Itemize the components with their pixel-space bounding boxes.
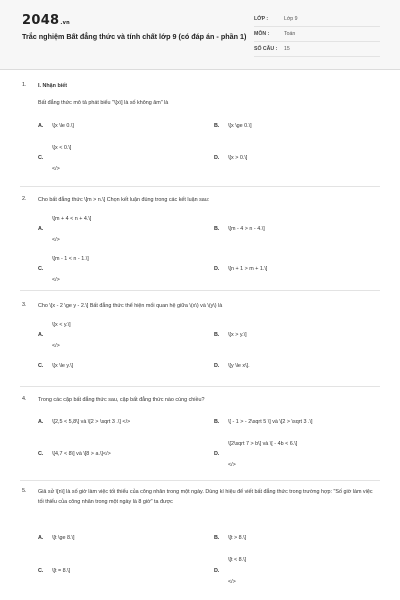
option-letter-a: A. bbox=[38, 332, 44, 338]
option-letter-c: C. bbox=[38, 266, 44, 272]
divider bbox=[20, 186, 380, 187]
divider bbox=[20, 386, 380, 387]
meta-value: 15 bbox=[284, 46, 290, 52]
meta-info-panel bbox=[254, 12, 380, 57]
question-number: 5. bbox=[22, 488, 27, 494]
option-letter-d: D. bbox=[214, 266, 220, 272]
option-c[interactable]: \[x \le y.\] bbox=[52, 363, 74, 369]
meta-row-class bbox=[254, 12, 380, 27]
meta-label: LỚP : bbox=[254, 16, 269, 22]
option-letter-d: D. bbox=[214, 363, 220, 369]
option-letter-a: A. bbox=[38, 123, 44, 129]
site-logo[interactable] bbox=[22, 13, 70, 28]
meta-label: SỐ CÂU : bbox=[254, 46, 278, 52]
meta-value: Lớp 9 bbox=[284, 16, 298, 22]
option-letter-d: D. bbox=[214, 451, 220, 457]
question-3 bbox=[0, 292, 400, 382]
option-letter-a: A. bbox=[38, 535, 44, 541]
question-1 bbox=[0, 70, 400, 188]
question-number: 2. bbox=[22, 196, 27, 202]
meta-value: Toán bbox=[284, 31, 296, 37]
question-number: 3. bbox=[22, 302, 27, 308]
document-header bbox=[0, 0, 400, 70]
question-text: Trong các cặp bất đẳng thức sau, cặp bất đẳng thức nào cùng chiều? bbox=[38, 397, 205, 403]
meta-row-subject bbox=[254, 27, 380, 42]
option-c[interactable]: \[4,7 < 8\] và \[8 > a.\]</> bbox=[52, 451, 111, 457]
question-text: Bất đẳng thức mô tả phát biểu "\[x\] là số không âm" là bbox=[38, 100, 169, 106]
question-4 bbox=[0, 388, 400, 480]
option-letter-d: D. bbox=[214, 155, 220, 161]
option-c-tag: </> bbox=[52, 277, 60, 283]
option-c-tag: </> bbox=[52, 166, 60, 172]
option-letter-c: C. bbox=[38, 363, 44, 369]
option-d-tag: </> bbox=[228, 462, 236, 468]
option-letter-a: A. bbox=[38, 419, 44, 425]
logo-suffix: .vn bbox=[60, 20, 71, 26]
divider bbox=[20, 290, 380, 291]
option-a-tag: </> bbox=[52, 237, 60, 243]
option-letter-b: B. bbox=[214, 419, 220, 425]
question-5 bbox=[0, 482, 400, 600]
option-d[interactable]: \[t < 8.\] bbox=[228, 557, 247, 563]
option-a[interactable]: \[x < y.\] bbox=[52, 322, 71, 328]
option-d[interactable]: \[n + 1 > m + 1.\] bbox=[228, 266, 268, 272]
option-d-tag: </> bbox=[228, 579, 236, 585]
option-d[interactable]: \[x > 0.\] bbox=[228, 155, 248, 161]
option-c[interactable]: \[x < 0.\] bbox=[52, 145, 72, 151]
meta-row-count bbox=[254, 42, 380, 57]
logo-text: 2048 bbox=[22, 13, 60, 28]
question-text: Cho bất đẳng thức \[m > n.\] Chọn kết luận đúng trong các kết luận sau: bbox=[38, 197, 210, 203]
option-letter-b: B. bbox=[214, 226, 220, 232]
option-b[interactable]: \[x > y.\] bbox=[228, 332, 247, 338]
question-number: 4. bbox=[22, 396, 27, 402]
option-b[interactable]: \[ - 1 > - 2\sqrt 5 \] và \[2 > \sqrt 3 .\] bbox=[228, 419, 313, 425]
section-title: I. Nhận biết bbox=[38, 83, 68, 89]
option-c[interactable]: \[m - 1 < n - 1.\] bbox=[52, 256, 89, 262]
questions-list bbox=[0, 70, 400, 600]
option-letter-a: A. bbox=[38, 226, 44, 232]
option-a[interactable]: \[x \le 0.\] bbox=[52, 123, 74, 129]
option-b[interactable]: \[m - 4 > n - 4.\] bbox=[228, 226, 265, 232]
option-letter-b: B. bbox=[214, 332, 220, 338]
option-letter-c: C. bbox=[38, 155, 44, 161]
option-letter-b: B. bbox=[214, 123, 220, 129]
option-d[interactable]: \[2\sqrt 7 > b\] và \[ - 4b < 6.\] bbox=[228, 441, 298, 447]
option-a[interactable]: \[t \ge 8.\] bbox=[52, 535, 75, 541]
option-b[interactable]: \[x \ge 0.\] bbox=[228, 123, 252, 129]
question-number: 1. bbox=[22, 82, 27, 88]
option-letter-d: D. bbox=[214, 568, 220, 574]
option-letter-c: C. bbox=[38, 568, 44, 574]
option-letter-b: B. bbox=[214, 535, 220, 541]
page-title: Trắc nghiệm Bất đẳng thức và tính chất lớp 9 (có đáp án - phần 1) bbox=[22, 32, 247, 41]
option-letter-c: C. bbox=[38, 451, 44, 457]
option-a[interactable]: \[2,5 < 5,8\] và \[2 > \sqrt 3 .\] </> bbox=[52, 419, 131, 425]
question-2 bbox=[0, 188, 400, 290]
question-text: Giả sử \[n\] là số giờ làm việc tối thiểu của công nhân trong một ngày. Dùng kí hiệu để viết bất đẳng thức trong trường hợp: "Số giờ làm việc tối thiểu của công nhân trong một ngày là 8 giờ" ta được bbox=[38, 489, 373, 505]
meta-label: MÔN : bbox=[254, 31, 270, 37]
question-text: Cho \[x - 2 \ge y - 2.\] Bất đẳng thức thể hiện mối quan hệ giữa \(x\) và \(y\) là bbox=[38, 303, 223, 309]
option-d[interactable]: \[y \le x\]. bbox=[228, 363, 250, 369]
divider bbox=[20, 480, 380, 481]
option-b[interactable]: \[t > 8.\] bbox=[228, 535, 247, 541]
option-a[interactable]: \[m + 4 < n + 4.\] bbox=[52, 216, 92, 222]
option-a-tag: </> bbox=[52, 343, 60, 349]
option-c[interactable]: \[t = 8.\] bbox=[52, 568, 71, 574]
